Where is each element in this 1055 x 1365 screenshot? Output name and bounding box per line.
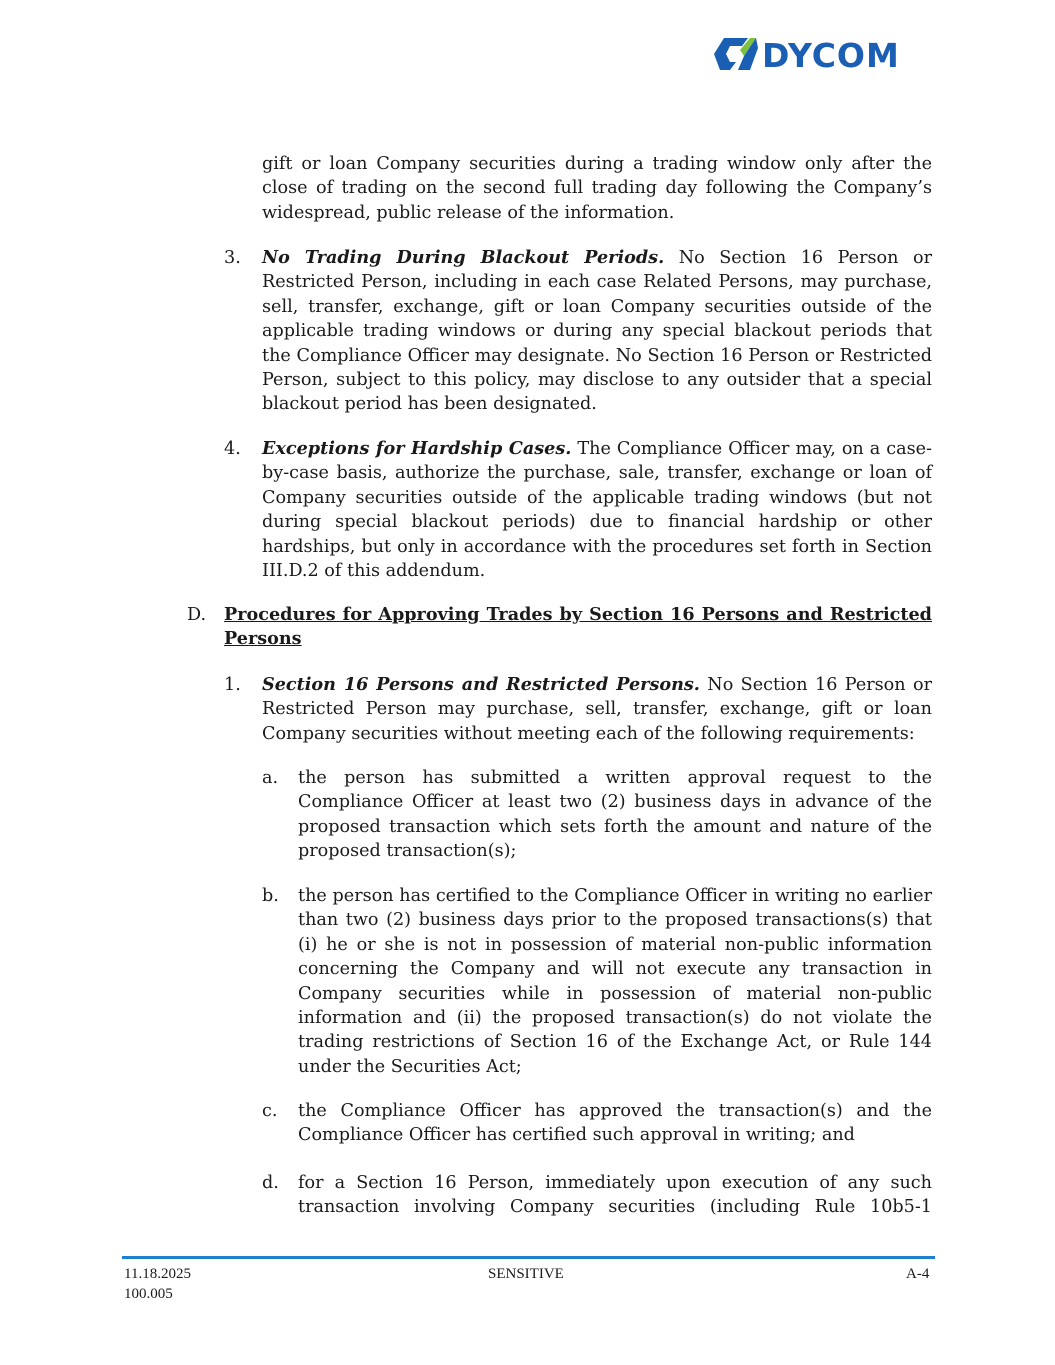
- section-d-heading: [224, 603, 932, 652]
- section-d-title: Procedures for Approving Trades by Section 16 Persons and Restricted Persons: [224, 604, 932, 650]
- footer-divider: [122, 1256, 935, 1259]
- subitem-d-text: for a Section 16 Person, immediately upon execution of any such transaction involving Company securities (including Rule 10b5-1: [298, 1173, 932, 1218]
- item-3-number: 3.: [224, 248, 241, 268]
- intro-paragraph: [262, 152, 932, 225]
- item-d1-heading: Section 16 Persons and Restricted Persons.: [262, 674, 700, 695]
- subitem-b-letter: b.: [262, 886, 279, 906]
- item-3-text: No Section 16 Person or Restricted Person, including in each case Related Persons, may purchase, sell, transfer, exchange, gift or loan Company securities outside of the applicable trading windows or during any special blackout periods that the Compliance Officer may designate. No Section 16 Person or Restricted Person, subject to this policy, may disclose to any outsider that a special blackout period has been designated.: [262, 248, 932, 415]
- subitem-c-letter: c.: [262, 1101, 278, 1121]
- footer-page-number: A-4: [906, 1266, 930, 1282]
- subitem-b-text: the person has certified to the Compliance Officer in writing no earlier than two (2) business days prior to the proposed transactions(s) that (i) he or she is not in possession of material non-public information concerning the Company and will not execute any transaction in Company securities while in possession of material non-public information and (ii) the proposed transaction(s) do not violate the trading restrictions of Section 16 of the Exchange Act, or Rule 144 under the Securities Act;: [298, 886, 932, 1077]
- item-3-paragraph: [262, 246, 932, 417]
- item-d1-text: No Section 16 Person or Restricted Person may purchase, sell, transfer, exchange, gift or loan Company securities without meeting each of the following requirements:: [262, 675, 932, 744]
- intro-text: gift or loan Company securities during a trading window only after the close of trading on the second full trading day following the Company’s widespread, public release of the information.: [262, 154, 932, 223]
- footer-date: 11.18.2025: [124, 1266, 191, 1282]
- subitem-d-paragraph: [298, 1171, 932, 1220]
- subitem-a-text: the person has submitted a written approval request to the Compliance Officer at least two (2) business days in advance of the proposed transaction which sets forth the amount and nature of the proposed transaction(s);: [298, 768, 932, 862]
- subitem-d-letter: d.: [262, 1173, 279, 1193]
- item-d1-paragraph: [262, 673, 932, 746]
- item-4-text: The Compliance Officer may, on a case-by-case basis, authorize the purchase, sale, transfer, exchange or loan of Company securities outside of the applicable trading windows (but not during special blackout periods) due to financial hardship or other hardships, but only in accordance with the procedures set forth in Section III.D.2 of this addendum.: [262, 439, 933, 582]
- item-4-heading: Exceptions for Hardship Cases.: [262, 438, 572, 459]
- item-d1-number: 1.: [224, 675, 241, 695]
- item-4-number: 4.: [224, 439, 241, 459]
- subitem-a-letter: a.: [262, 768, 279, 788]
- company-logo: [714, 34, 932, 74]
- dycom-logo-icon: [714, 34, 932, 74]
- subitem-b-paragraph: [298, 884, 932, 1079]
- item-4-paragraph: [262, 437, 932, 583]
- footer-classification: SENSITIVE: [488, 1266, 564, 1282]
- section-d-letter: D.: [187, 605, 207, 625]
- subitem-a-paragraph: [298, 766, 932, 864]
- logo-wordmark: DYCOM: [762, 36, 900, 74]
- subitem-c-paragraph: [298, 1099, 932, 1148]
- footer-doc-number: 100.005: [124, 1286, 173, 1302]
- subitem-c-text: the Compliance Officer has approved the transaction(s) and the Compliance Officer has certified such approval in writing; and: [298, 1101, 932, 1146]
- item-3-heading: No Trading During Blackout Periods.: [262, 247, 665, 268]
